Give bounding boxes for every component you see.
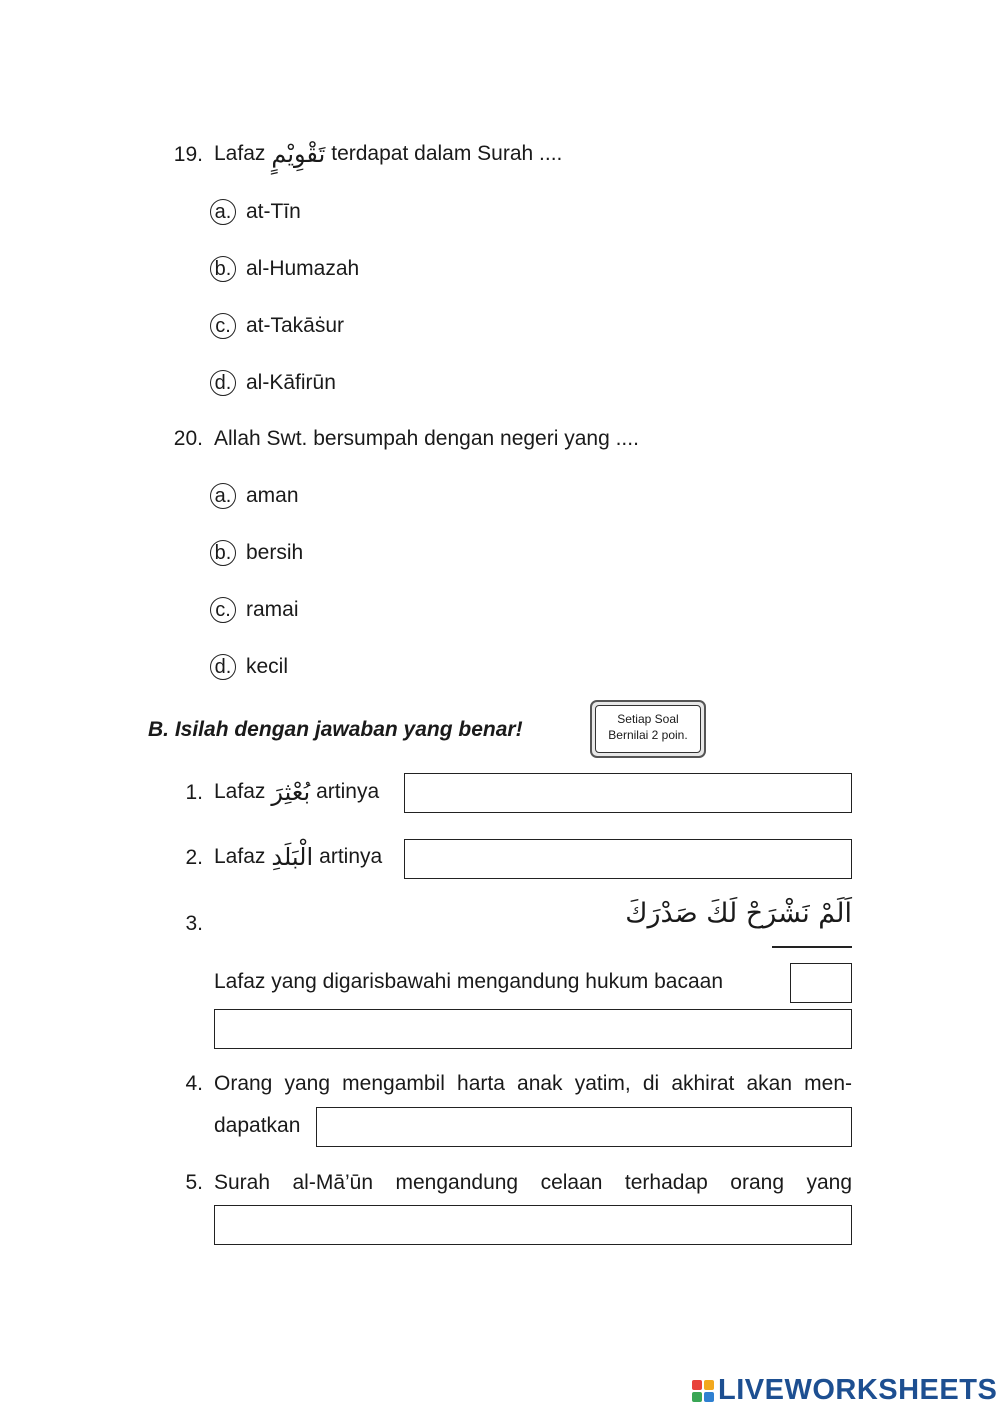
logo-tiles-icon <box>692 1380 714 1402</box>
option-text: at-Tīn <box>246 200 301 223</box>
logo-tile <box>692 1380 702 1390</box>
section-b-title: B. Isilah dengan jawaban yang benar! <box>148 718 523 741</box>
option-text: ramai <box>246 598 299 621</box>
q19-option-a[interactable] <box>210 199 301 225</box>
points-badge-inner <box>595 705 701 753</box>
q20-option-c[interactable] <box>210 597 299 623</box>
fill-q1-prefix: Lafaz <box>214 780 266 803</box>
q19-option-d[interactable] <box>210 370 336 396</box>
fill-q2-suffix: artinya <box>319 845 383 868</box>
fill-q1-suffix: artinya <box>316 780 380 803</box>
option-letter: b. <box>210 540 236 566</box>
q19-question <box>214 140 562 168</box>
fill-q5-text: Surah al-Mā’ūn mengandung celaan terhadap orang yang <box>214 1171 852 1194</box>
badge-line-1: Setiap Soal <box>617 712 679 726</box>
option-letter: a. <box>210 483 236 509</box>
q19-suffix: terdapat dalam Surah .... <box>331 142 563 165</box>
fill-q1-arabic: بُعْثِرَ <box>271 778 311 806</box>
fill-q4-line1: Orang yang mengambil harta anak yatim, di akhirat akan men- <box>214 1072 852 1095</box>
option-text: at-Takāṡur <box>246 314 345 337</box>
q19-option-c[interactable] <box>210 313 344 339</box>
option-text: kecil <box>246 655 289 678</box>
q19-arabic: تَقْوِيْمٍ <box>271 140 326 168</box>
fill-q3-answer-box[interactable] <box>214 1009 852 1049</box>
option-text: al-Kāfirūn <box>246 371 336 394</box>
option-letter: d. <box>210 370 236 396</box>
fill-q3-small-box[interactable] <box>790 963 852 1003</box>
q19-number: 19. <box>173 143 203 166</box>
q20-question: Allah Swt. bersumpah dengan negeri yang .... <box>214 427 639 450</box>
fill-q3-arabic-verse: اَلَمْ نَشْرَحْ لَكَ صَدْرَكَ <box>625 898 852 929</box>
option-letter: c. <box>210 597 236 623</box>
q19-option-b[interactable] <box>210 256 359 282</box>
points-badge <box>590 700 706 758</box>
fill-q1-answer-box[interactable] <box>404 773 852 813</box>
logo-tile <box>704 1380 714 1390</box>
fill-q1-question <box>214 775 379 809</box>
logo-text: LIVEWORKSHEETS <box>718 1374 998 1406</box>
option-letter: b. <box>210 256 236 282</box>
liveworksheets-logo <box>692 1374 997 1407</box>
fill-q3-text: Lafaz yang digarisbawahi mengandung hukum bacaan <box>214 970 724 993</box>
badge-line-2: Bernilai 2 poin. <box>608 728 688 742</box>
option-letter: a. <box>210 199 236 225</box>
fill-q5-answer-box[interactable] <box>214 1205 852 1245</box>
fill-q4-answer-box[interactable] <box>316 1107 852 1147</box>
fill-q2-question <box>214 840 382 874</box>
q20-option-b[interactable] <box>210 540 303 566</box>
fill-q4-number: 4. <box>185 1072 203 1095</box>
fill-q2-arabic: الْبَلَدِ <box>271 843 314 871</box>
option-letter: d. <box>210 654 236 680</box>
fill-q4-line2: dapatkan <box>214 1114 301 1137</box>
logo-tile <box>704 1392 714 1402</box>
q19-prefix: Lafaz <box>214 142 266 165</box>
logo-tile <box>692 1392 702 1402</box>
fill-q1-number: 1. <box>185 781 203 804</box>
q20-option-a[interactable] <box>210 483 299 509</box>
fill-q2-answer-box[interactable] <box>404 839 852 879</box>
fill-q5-number: 5. <box>185 1171 203 1194</box>
fill-q3-underline <box>772 946 852 948</box>
fill-q2-number: 2. <box>185 846 203 869</box>
q20-option-d[interactable] <box>210 654 288 680</box>
fill-q3-number: 3. <box>185 912 203 935</box>
option-text: aman <box>246 484 299 507</box>
option-letter: c. <box>210 313 236 339</box>
option-text: al-Humazah <box>246 257 360 280</box>
option-text: bersih <box>246 541 304 564</box>
q20-number: 20. <box>173 427 203 450</box>
fill-q2-prefix: Lafaz <box>214 845 266 868</box>
